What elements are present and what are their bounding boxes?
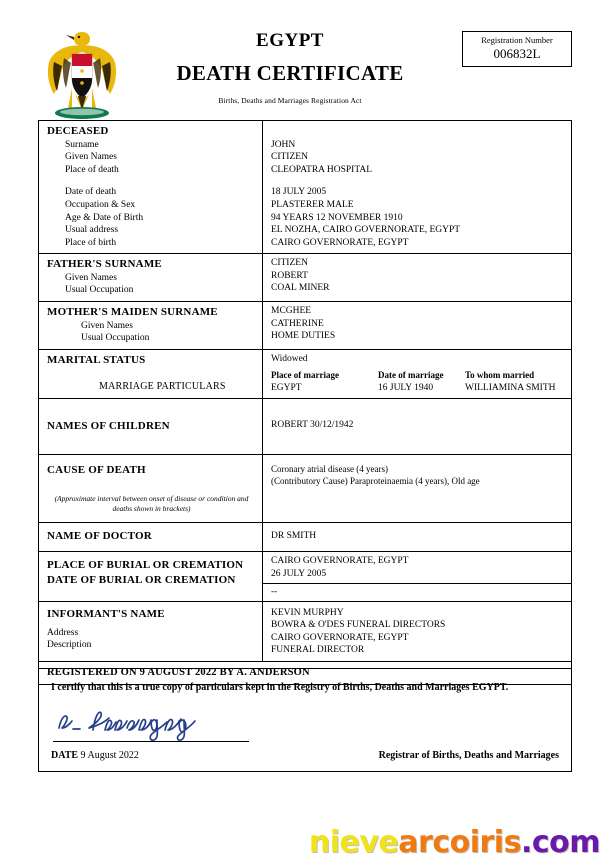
value-marital-status: Widowed	[271, 353, 308, 364]
cause-label-cell	[39, 455, 263, 522]
mother-values-cell	[263, 302, 571, 349]
table-row-doctor	[39, 523, 571, 552]
value-spacer	[271, 176, 565, 186]
burial-date-heading: DATE OF BURIAL OR CREMATION	[47, 574, 236, 587]
egypt-eagle-of-saladin-emblem	[42, 26, 122, 122]
burial-values-cell	[263, 552, 571, 601]
cause-of-death-heading: CAUSE OF DEATH	[47, 464, 146, 477]
value-place-of-birth: CAIRO GOVERNORATE, EGYPT	[271, 237, 409, 248]
informant-labels-cell	[39, 602, 263, 661]
registration-number-label: Registration Number	[481, 35, 553, 45]
label-age-date-of-birth: Age & Date of Birth	[65, 212, 144, 223]
site-watermark	[308, 825, 600, 860]
doctor-heading: NAME OF DOCTOR	[47, 530, 152, 543]
value-surname: JOHN	[271, 139, 296, 150]
watermark-part-3: .com	[520, 825, 600, 860]
marital-labels-cell	[39, 350, 263, 399]
table-row-marital-status	[39, 350, 571, 400]
label-mother-occupation: Usual Occupation	[81, 333, 150, 344]
doctor-label-cell	[39, 523, 263, 551]
title-block	[140, 30, 440, 105]
registered-statement: REGISTERED ON 9 AUGUST 2022 BY A. ANDERSON	[47, 666, 310, 678]
value-burial-date: 26 JULY 2005	[271, 568, 327, 579]
mother-heading: MOTHER'S MAIDEN SURNAME	[47, 306, 218, 318]
label-place-of-marriage: Place of marriage	[271, 370, 339, 381]
value-burial-place: CAIRO GOVERNORATE, EGYPT	[271, 556, 409, 567]
value-date-of-marriage: 16 JULY 1940	[378, 383, 434, 394]
table-row-burial	[39, 552, 571, 602]
value-informant-address: CAIRO GOVERNORATE, EGYPT	[271, 632, 409, 643]
burial-values-bottom	[263, 584, 571, 601]
label-mother-given-names: Given Names	[81, 320, 133, 331]
registrar-title: Registrar of Births, Deaths and Marriages	[378, 750, 559, 761]
deceased-heading: DECEASED	[47, 125, 109, 137]
watermark-part-2: arcoiris	[398, 825, 521, 860]
label-date-of-death: Date of death	[65, 187, 117, 198]
value-father-occupation: COAL MINER	[271, 283, 330, 294]
marital-status-heading: MARITAL STATUS	[47, 353, 146, 366]
value-cause-line2: (Contributory Cause) Paraproteinaemia (4 years), Old age	[271, 476, 480, 487]
label-place-of-birth: Place of birth	[65, 237, 117, 248]
value-children: ROBERT 30/12/1942	[271, 420, 354, 431]
date-field	[51, 750, 139, 761]
label-father-given-names: Given Names	[65, 272, 117, 283]
label-given-names: Given Names	[65, 152, 117, 163]
marriage-date-column	[378, 370, 465, 394]
father-values-cell	[263, 254, 571, 301]
doctor-values-cell	[263, 523, 571, 551]
date-value: 9 August 2022	[80, 750, 139, 761]
value-usual-address: EL NOZHA, CAIRO GOVERNORATE, EGYPT	[271, 225, 461, 236]
label-informant-description: Description	[47, 640, 92, 651]
value-occupation-sex: PLASTERER MALE	[271, 199, 354, 210]
watermark-part-1: nieve	[308, 825, 399, 860]
registration-number-box	[462, 31, 572, 67]
label-to-whom-married: To whom married	[465, 370, 535, 381]
value-father-given-names: ROBERT	[271, 270, 308, 281]
label-spacer	[47, 176, 256, 186]
date-registrar-row	[51, 750, 559, 761]
page-title: DEATH CERTIFICATE	[176, 60, 404, 85]
cause-of-death-note: (Approximate interval between onset of disease or condition and deaths shown in brackets)	[54, 494, 249, 514]
value-cause-line1: Coronary atrial disease (4 years)	[271, 464, 388, 475]
label-date-of-marriage: Date of marriage	[378, 370, 444, 381]
value-date-of-death: 18 JULY 2005	[271, 187, 327, 198]
mother-labels-cell	[39, 302, 263, 349]
father-heading: FATHER'S SURNAME	[47, 258, 162, 271]
table-row-father	[39, 254, 571, 302]
value-informant-organisation: BOWRA & O'DES FUNERAL DIRECTORS	[271, 620, 446, 631]
marital-values-cell	[263, 350, 571, 399]
table-row-children	[39, 399, 571, 455]
table-row-mother	[39, 302, 571, 350]
label-place-of-death: Place of death	[65, 164, 119, 175]
certification-statement: I certify that this is a true copy of particulars kept in the Registry of Births, Deaths and Marriages EGYPT.	[51, 682, 509, 693]
label-occupation-sex: Occupation & Sex	[65, 199, 136, 210]
table-row-informant	[39, 602, 571, 662]
informant-heading: INFORMANT'S NAME	[47, 607, 165, 620]
signature-area	[51, 704, 261, 748]
value-given-names: CITIZEN	[271, 152, 308, 163]
value-informant-name: KEVIN MURPHY	[271, 607, 344, 618]
children-values-cell	[263, 399, 571, 454]
registration-act-subtitle: Births, Deaths and Marriages Registration Act	[218, 95, 362, 105]
certification-block	[38, 668, 572, 772]
signature-underline	[53, 741, 249, 742]
deceased-values-cell	[263, 121, 571, 253]
children-label-cell	[39, 399, 263, 454]
value-age-date-of-birth: 94 YEARS 12 NOVEMBER 1910	[271, 212, 403, 223]
value-doctor-name: DR SMITH	[271, 531, 317, 542]
value-to-whom-married: WILLIAMINA SMITH	[465, 383, 556, 394]
value-informant-description: FUNERAL DIRECTOR	[271, 645, 365, 656]
burial-place-heading: PLACE OF BURIAL OR CREMATION	[47, 559, 244, 572]
certificate-table	[38, 120, 572, 685]
registration-number-value: 006832L	[493, 46, 541, 62]
marriage-spouse-column	[465, 370, 565, 394]
country-title: EGYPT	[256, 30, 324, 51]
table-row-deceased	[39, 121, 571, 254]
value-burial-extra: --	[271, 587, 278, 598]
certificate-header	[0, 0, 610, 105]
label-informant-address: Address	[47, 627, 79, 638]
label-usual-address: Usual address	[65, 225, 119, 236]
marriage-particulars-grid	[271, 370, 565, 394]
label-surname: Surname	[65, 139, 99, 150]
burial-label-cell	[39, 552, 263, 601]
burial-values-top	[263, 552, 571, 584]
value-mother-occupation: HOME DUTIES	[271, 331, 336, 342]
table-row-cause-of-death	[39, 455, 571, 523]
marriage-particulars-label: MARRIAGE PARTICULARS	[99, 380, 226, 392]
informant-values-cell	[263, 602, 571, 661]
registrar-signature-icon	[53, 704, 253, 742]
value-mother-given-names: CATHERINE	[271, 318, 324, 329]
date-label: DATE	[51, 750, 79, 761]
children-heading: NAMES OF CHILDREN	[47, 420, 170, 433]
marriage-place-column	[271, 370, 378, 394]
deceased-labels-cell	[39, 121, 263, 253]
value-place-of-death: CLEOPATRA HOSPITAL	[271, 164, 373, 175]
value-place-of-marriage: EGYPT	[271, 383, 302, 394]
value-father-surname: CITIZEN	[271, 258, 308, 269]
value-mother-surname: MCGHEE	[271, 306, 312, 316]
father-labels-cell	[39, 254, 263, 301]
cause-values-cell	[263, 455, 571, 522]
label-father-occupation: Usual Occupation	[65, 285, 134, 296]
